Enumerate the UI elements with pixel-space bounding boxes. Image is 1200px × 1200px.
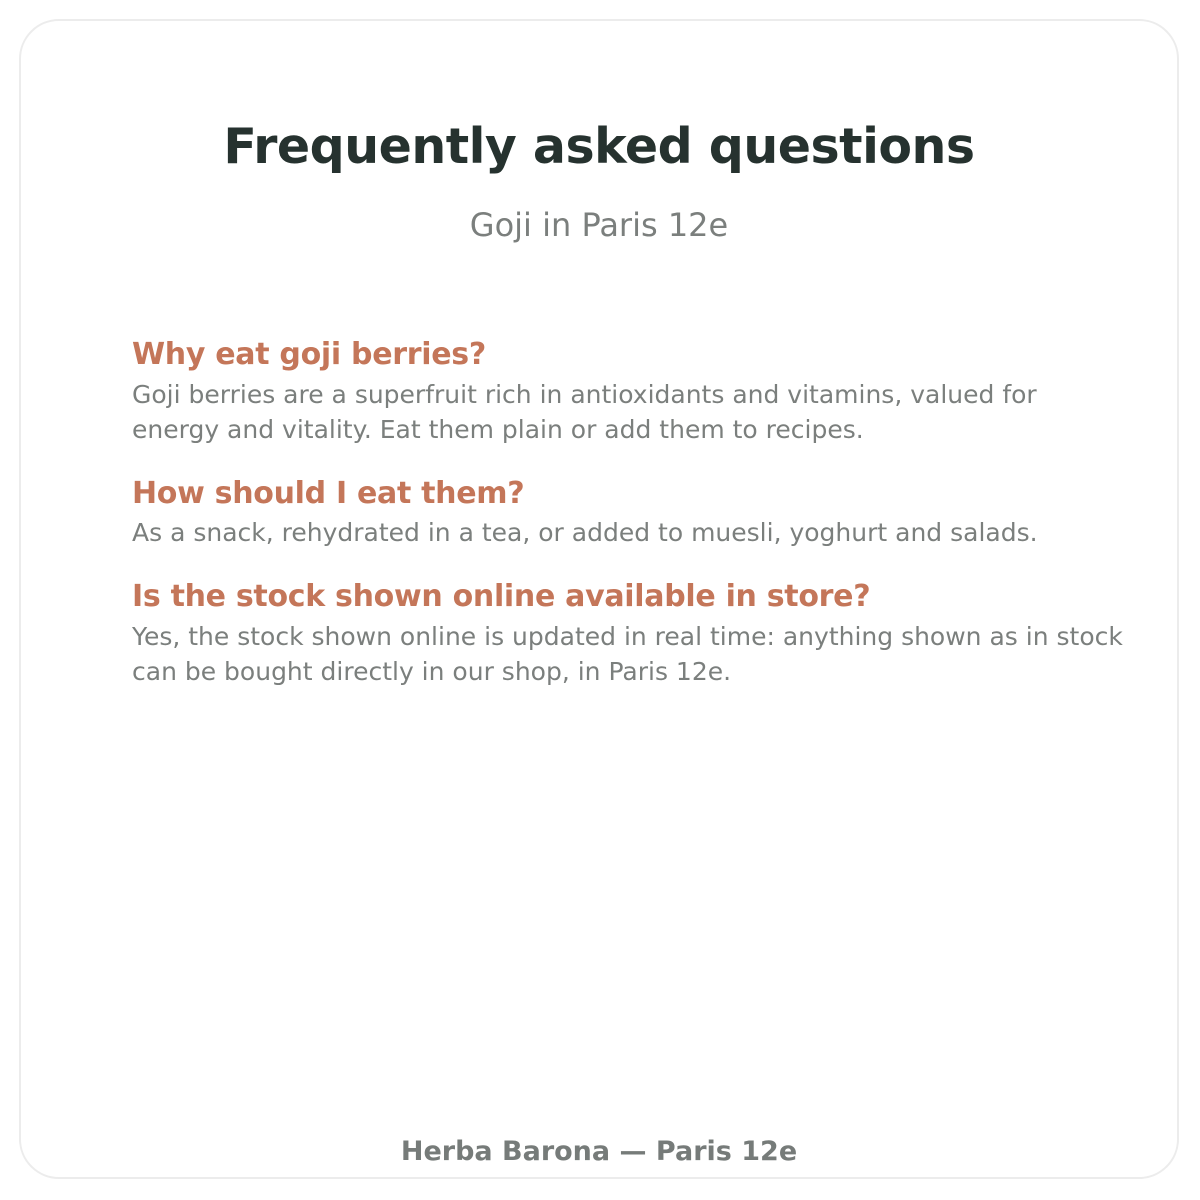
faq-answer: Yes, the stock shown online is updated in real time: anything shown as in stock can be bought directly in our shop, in Paris 12e. [132,621,1123,686]
faq-question: Why eat goji berries? [132,337,486,372]
faq-list [132,336,1127,717]
faq-card [19,19,1179,1179]
faq-item [132,578,1127,689]
faq-question: Is the stock shown online available in store? [132,579,871,614]
faq-item [132,475,1127,551]
faq-answer: Goji berries are a superfruit rich in antioxidants and vitamins, valued for energy and vitality. Eat them plain or add them to recipes. [132,379,1037,444]
faq-question: How should I eat them? [132,475,525,511]
faq-answer: As a snack, rehydrated in a tea, or added to muesli, yoghurt and salads. [132,518,1038,547]
footer-shop-label: Herba Barona — Paris 12e [400,1136,798,1167]
page-title: Frequently asked questions [223,118,975,175]
page-subtitle: Goji in Paris 12e [469,206,729,244]
faq-item [132,336,1127,447]
